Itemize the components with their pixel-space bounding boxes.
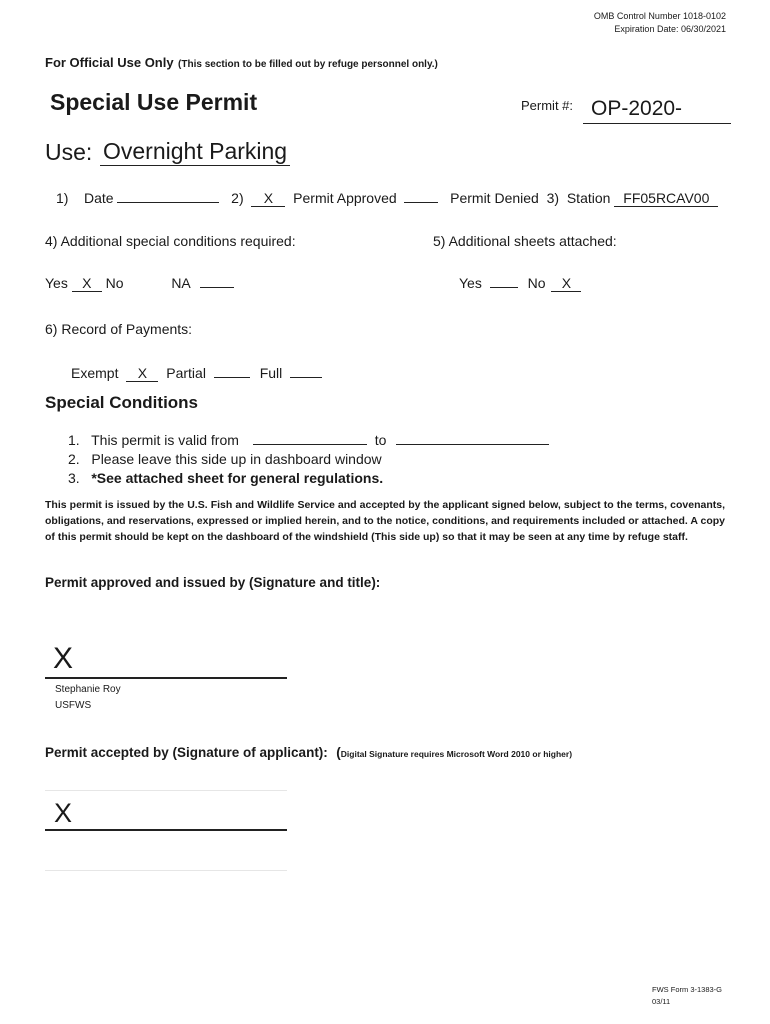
approver-signature-line: [45, 677, 287, 679]
permit-number-label: Permit #:: [521, 98, 574, 113]
list-item: [68, 469, 549, 488]
station-field[interactable]: FF05RCAV00: [614, 190, 718, 207]
date-field[interactable]: [117, 186, 219, 203]
accepted-by-paren: (: [336, 745, 341, 760]
accepted-by-line: [45, 744, 572, 762]
list-item: [68, 450, 549, 469]
use-value: Overnight Parking: [103, 138, 288, 164]
item-1-number: 1): [56, 190, 69, 206]
official-use-label: For Official Use Only: [45, 55, 174, 70]
expiration-date: Expiration Date: 06/30/2021: [614, 24, 726, 34]
form-date: 03/11: [652, 997, 671, 1006]
station-label: Station: [566, 190, 611, 206]
conditions-required-label: 4) Additional special conditions required:: [45, 233, 296, 249]
sheets-yes-label: Yes: [459, 275, 482, 291]
permit-denied-field[interactable]: [404, 186, 438, 203]
permit-approved-field[interactable]: X: [251, 190, 285, 207]
list-item: [68, 428, 549, 450]
applicant-signature-line: [45, 829, 287, 831]
conditions-na-label: NA: [171, 275, 190, 291]
sheets-yes-field[interactable]: [490, 271, 518, 288]
page-title: Special Use Permit: [50, 89, 258, 115]
applicant-signature-field[interactable]: [45, 798, 287, 834]
digital-signature-note: Digital Signature requires Microsoft Word 2010 or higher): [340, 749, 573, 759]
valid-to-field[interactable]: [396, 428, 549, 445]
date-label: Date: [84, 190, 114, 206]
applicant-signature-box-bottom: [45, 870, 287, 871]
conditions-no-label: No: [105, 275, 124, 291]
form-number: FWS Form 3-1383-G: [652, 985, 723, 994]
applicant-signature-box-top: [45, 790, 287, 791]
condition-3-text: *See attached sheet for general regulations.: [91, 470, 384, 486]
exempt-field[interactable]: X: [126, 365, 158, 382]
permit-number-value: OP-2020-: [591, 97, 683, 120]
condition-2-number: 2.: [68, 451, 80, 467]
sheets-no-label: No: [527, 275, 546, 291]
sheets-no-field[interactable]: X: [551, 275, 581, 292]
special-conditions-list: [68, 428, 549, 488]
valid-from-field[interactable]: [253, 428, 367, 445]
conditions-required-options: [45, 271, 234, 292]
approved-by-label: Permit approved and issued by (Signature and title):: [45, 575, 381, 590]
official-use-note: (This section to be filled out by refuge personnel only.): [178, 59, 438, 70]
conditions-yes-label: Yes: [45, 275, 68, 291]
exempt-label: Exempt: [71, 365, 119, 381]
item-3-number: 3): [546, 190, 560, 206]
partial-label: Partial: [166, 365, 206, 381]
terms-paragraph: This permit is issued by the U.S. Fish and Wildlife Service and accepted by the applicant signed below, subject to the terms, covenants, obligations, and reservations, expressed or implied herein, and to the notice, conditions, and requirements included or attached. A copy of this permit should be kept on the dashboard of the windshield (This side up) so that it may be seen at any time by refuge staff.: [45, 499, 725, 543]
applicant-signature-mark: X: [54, 798, 73, 828]
item-2-number: 2): [231, 190, 244, 206]
conditions-yes-field[interactable]: X: [72, 275, 102, 292]
accepted-by-label: Permit accepted by (Signature of applicant):: [45, 745, 328, 760]
approver-signature-mark: X: [53, 642, 74, 675]
omb-control-number: OMB Control Number 1018-0102: [593, 11, 726, 21]
conditions-na-field[interactable]: [200, 271, 234, 288]
use-label: Use:: [45, 139, 93, 165]
use-field[interactable]: [100, 137, 290, 166]
permit-approved-label: Permit Approved: [293, 190, 397, 206]
condition-1-text: This permit is valid from: [91, 432, 239, 448]
condition-3-number: 3.: [68, 470, 80, 486]
condition-1-number: 1.: [68, 432, 80, 448]
approver-org: USFWS: [55, 700, 92, 711]
row-date-approval-station: [56, 186, 718, 207]
condition-2-text: Please leave this side up in dashboard window: [91, 451, 382, 467]
payments-options: [71, 361, 322, 382]
permit-number-field[interactable]: [583, 97, 731, 124]
sheets-attached-label: 5) Additional sheets attached:: [433, 233, 617, 249]
partial-field[interactable]: [214, 361, 250, 378]
special-conditions-heading: Special Conditions: [45, 393, 199, 412]
payments-label: 6) Record of Payments:: [45, 321, 193, 337]
condition-1-to: to: [374, 432, 387, 448]
full-field[interactable]: [290, 361, 322, 378]
permit-denied-label: Permit Denied: [450, 190, 539, 206]
sheets-attached-options: [459, 271, 581, 292]
approver-name: Stephanie Roy: [55, 684, 121, 695]
official-use-line: [45, 54, 438, 72]
full-label: Full: [259, 365, 283, 381]
approver-signature-field[interactable]: [45, 640, 287, 680]
